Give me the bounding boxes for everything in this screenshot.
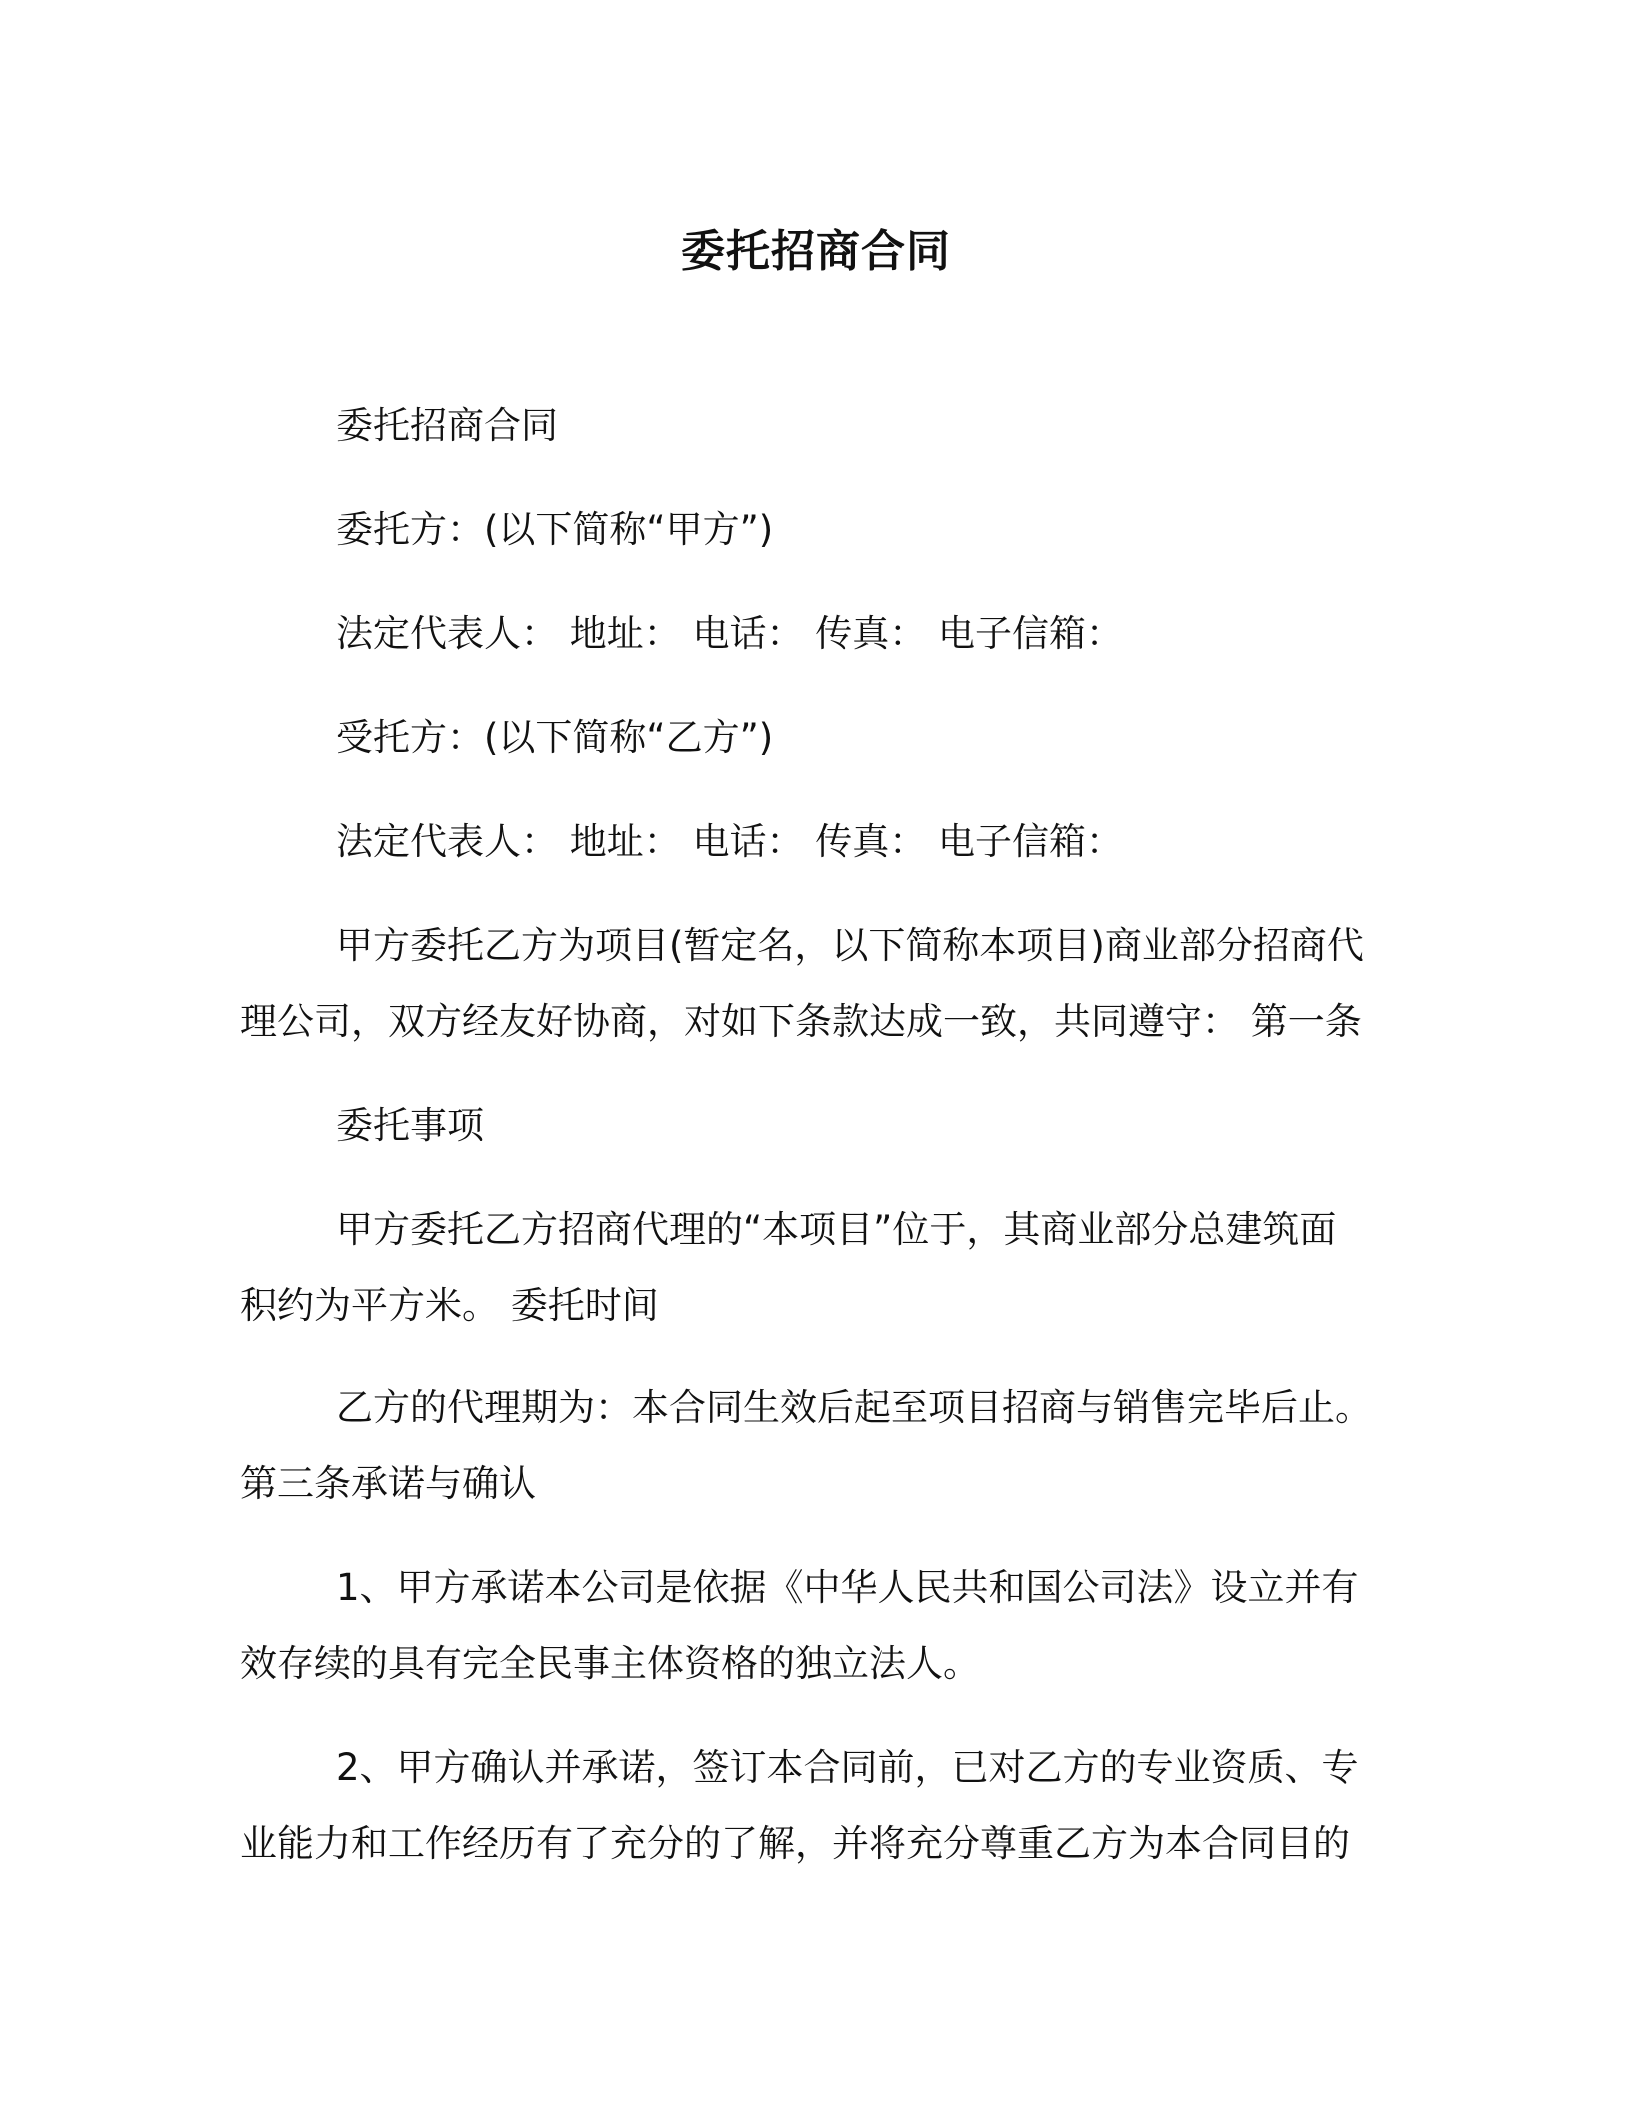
paragraph-client-contact [336,596,1123,672]
paragraph-line: 委托事项 [336,1104,484,1147]
paragraph-line: 甲方委托乙方为项目(暂定名，以下简称本项目)商业部分招商代 [336,924,1364,967]
paragraph-agent-contact [336,804,1123,880]
paragraph-line: 受托方：(以下简称“乙方”) [336,716,774,759]
paragraph-commitment-1 [240,1550,1359,1702]
paragraph-line: 法定代表人： 地址： 电话： 传真： 电子信箱： [336,612,1124,655]
paragraph-line: 乙方的代理期为：本合同生效后起至项目招商与销售完毕后止。 [336,1386,1372,1429]
paragraph-client [336,492,773,568]
paragraph-heading [336,388,558,464]
paragraph-line: 2、甲方确认并承诺，签订本合同前，已对乙方的专业资质、专 [336,1746,1359,1789]
paragraph-entrusted-matters [336,1088,484,1164]
paragraph-line: 1、甲方承诺本公司是依据《中华人民共和国公司法》设立并有 [336,1566,1359,1609]
paragraph-agent [336,700,773,776]
paragraph-line: 法定代表人： 地址： 电话： 传真： 电子信箱： [336,820,1124,863]
paragraph-line: 理公司，双方经友好协商，对如下条款达成一致，共同遵守： 第一条 [240,1000,1362,1043]
paragraph-line: 积约为平方米。 委托时间 [240,1284,659,1327]
paragraph-project-location [240,1192,1336,1344]
paragraph-line: 第三条承诺与确认 [240,1462,536,1505]
paragraph-agency-period [240,1370,1372,1522]
paragraph-line: 委托招商合同 [336,404,558,447]
paragraph-line: 委托方：(以下简称“甲方”) [336,508,774,551]
paragraph-commitment-2 [240,1730,1359,1882]
paragraph-line: 业能力和工作经历有了充分的了解，并将充分尊重乙方为本合同目的 [240,1822,1350,1865]
paragraph-intro [240,908,1364,1060]
paragraph-line: 效存续的具有完全民事主体资格的独立法人。 [240,1642,980,1685]
document-title: 委托招商合同 [681,226,951,277]
paragraph-line: 甲方委托乙方招商代理的“本项目”位于，其商业部分总建筑面 [336,1208,1337,1251]
